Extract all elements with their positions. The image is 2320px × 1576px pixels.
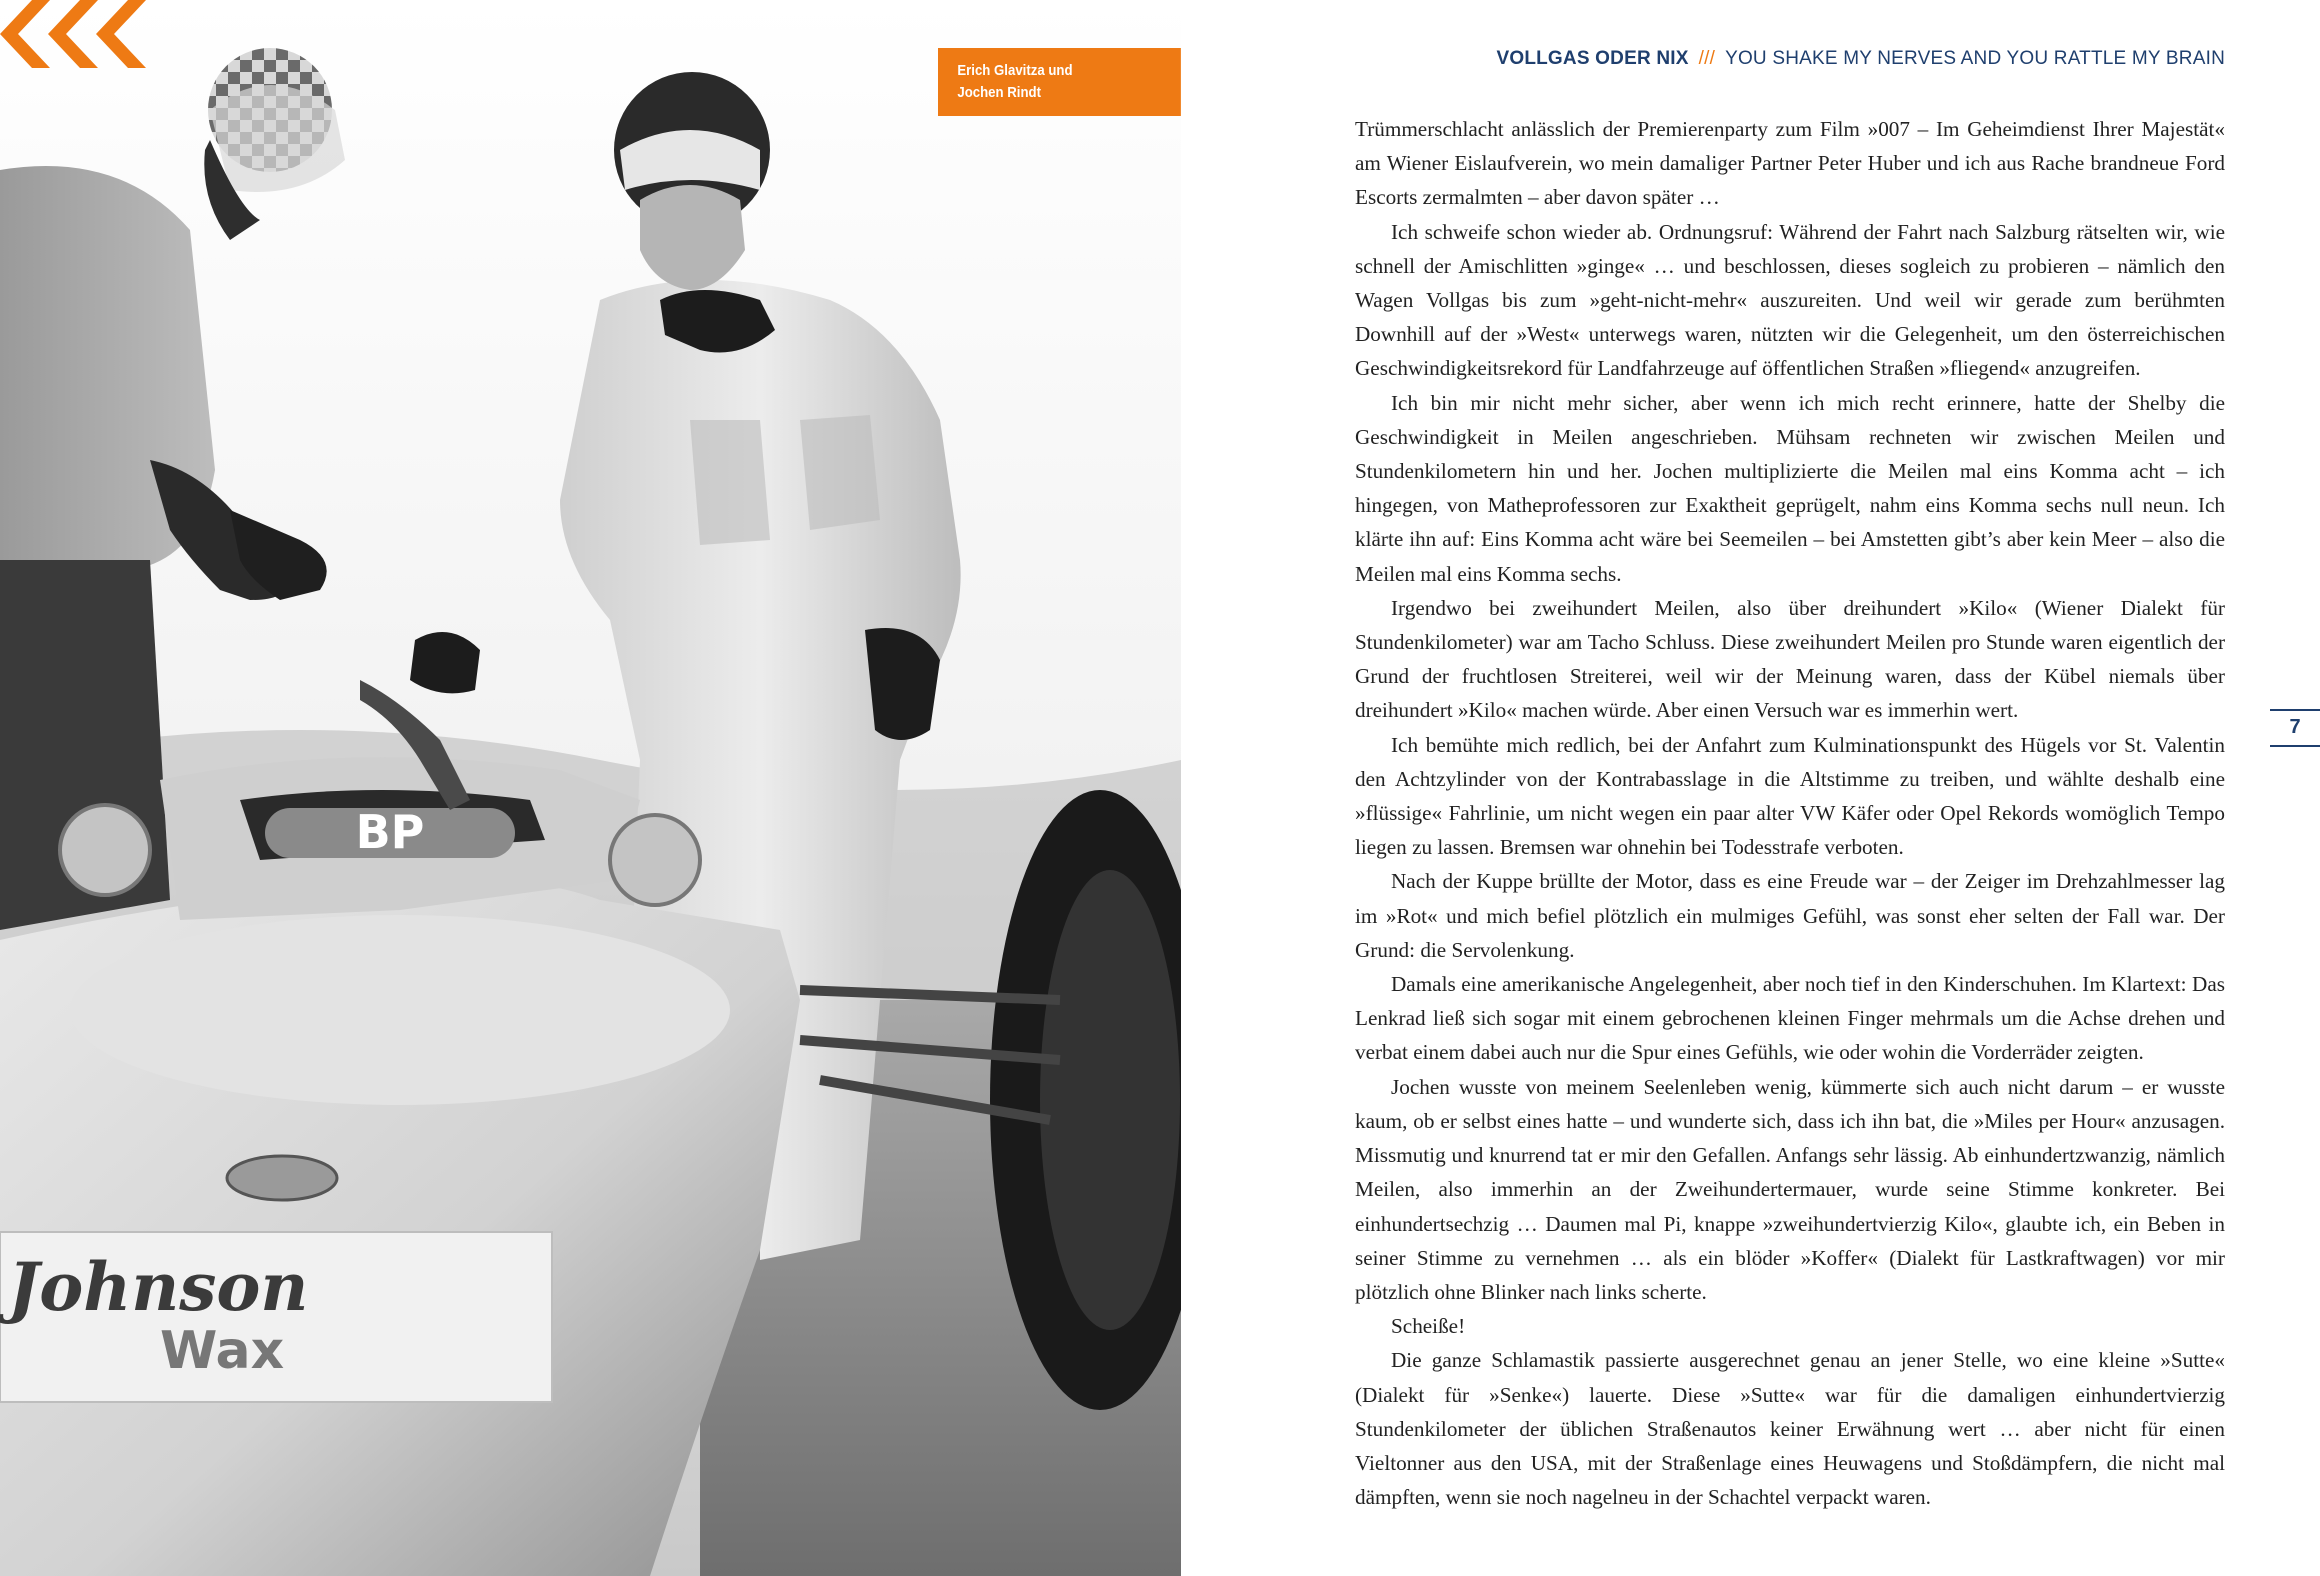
paragraph: Die ganze Schlamastik passierte ausgerechnet genau an jener Stelle, wo eine kleine »Sutte« (Dialekt für »Senke«) lauerte. Diese »Sutte« war für die damaligen einhundertvierzig Stundenkilometer der üblichen Straßenautos keiner Erwähnung wert … aber nicht für einen Vieltonner aus den USA, mit der Straßenlage eines Heuwagens und Stoßdämpfern, die nicht mal dämpften, wenn sie noch nagelneu in der Schachtel verpackt waren. [1355,1348,2225,1510]
paragraph: Jochen wusste von meinem Seelenleben wenig, kümmerte sich auch nicht darum – er wusste kaum, ob er selbst eines hatte – und wunderte sich, dass ich ihn bat, die »Miles per Hour« anzusagen. Missmutig und knurrend tat er mir den Gefallen. Anfangs sehr lässig. Ab einhundertzwanzig, nämlich Meilen, also immerhin an der Zweihundertermauer, wurde seine Stimme konkreter. Bei einhundertsechzig … Daumen mal Pi, knappe »zweihundertvierzig Kilo«, glaubte ich, ein Beben in seiner Stimme zu vernehmen … als ein blöder »Koffer« (Dialekt für Lastkraftwagen) vor mir plötzlich ohne Blinker nach links scherte. [1355,1074,2225,1304]
running-header [1496,48,2225,70]
paragraph: Scheiße! [1391,1314,1466,1339]
sponsor-text-johnson: Johnson [8,1248,309,1326]
paragraph: Ich schweife schon wieder ab. Ordnungsruf: Während der Fahrt nach Salzburg rätselten wir, wie schnell der Amischlitten »ginge« … und beschlossen, dieses sogleich zu probieren – nämlich den Wagen Vollgas bis zum »geht-nicht-mehr« auszureiten. Und weil wir gerade zum berühmten Downhill auf der »West« unterwegs waren, nützten wir die Gelegenheit, um den österreichischen Geschwindigkeitsrekord für Landfahrzeuge auf öffentlichen Straßen »fliegend« anzugreifen. [1355,219,2225,381]
paragraph: Ich bin mir nicht mehr sicher, aber wenn ich mich recht erinnere, hatte der Shelby die Geschwindigkeit in Meilen angeschrieben. Mühsam rechneten wir zwischen Meilen und Stundenkilometern hin und her. Jochen multiplizierte die Meilen mal eins Komma acht – ich hingegen, von Matheprofessoren zur Exaktheit geprügelt, nahm eins Komma sechs null neun. Ich klärte ihn auf: Eins Komma acht wäre bei Seemeilen – bei Amstetten gibt’s aber kein Meer – also die Meilen mal eins Komma sechs. [1355,390,2225,586]
paragraph: Nach der Kuppe brüllte der Motor, dass es eine Freude war – der Zeiger im Drehzahlmesser lag im »Rot« und mich befiel plötzlich ein mulmiges Gefühl, was sonst eher selten der Fall war. Der Grund: die Servolenkung. [1355,869,2225,962]
chapter-subtitle: YOU SHAKE MY NERVES AND YOU RATTLE MY BRAIN [1725,48,2225,69]
body-text [1355,112,2225,1514]
chapter-title: VOLLGAS ODER NIX [1496,48,1689,69]
sponsor-text-wax: Wax [160,1321,285,1381]
caption-line-2: Jochen Rindt [957,84,1041,101]
caption-line-1: Erich Glavitza und [957,62,1073,79]
chevron-arrows-icon [0,0,150,68]
header-separator: /// [1698,48,1716,69]
paragraph: Irgendwo bei zweihundert Meilen, also über dreihundert »Kilo« (Wiener Dialekt für Stundenkilometer) war am Tacho Schluss. Diese zweihundert Meilen pro Stunde waren eigentlich der Grund der fruchtlosen Streiterei, weil wir der Meinung waren, dass der Kübel niemals über dreihundert »Kilo« machen würde. Aber einen Versuch war es immerhin wert. [1355,595,2225,723]
page-number-rule-bottom [2270,745,2320,747]
photo-caption [938,48,1181,116]
paragraph: Trümmerschlacht anlässlich der Premierenparty zum Film »007 – Im Geheimdienst Ihrer Majestät« am Wiener Eislaufverein, wo mein damaliger Partner Peter Huber und ich aus Rache brandneue Ford Escorts zermalmten – aber davon später … [1355,117,2225,210]
paragraph: Damals eine amerikanische Angelegenheit, aber noch tief in den Kinderschuhen. Im Klartext: Das Lenkrad ließ sich sogar mit einem gebrochenen kleinen Finger mehrmals um die Achse drehen und verbat einem dabei auch nur die Spur eines Gefühls, wie oder wohin die Vorderräder zeigten. [1355,972,2225,1065]
paragraph: Ich bemühte mich redlich, bei der Anfahrt zum Kulminationspunkt des Hügels vor St. Valentin den Achtzylinder von der Kontrabasslage in die Altstimme zu treiben, und wählte deshalb eine »flüssige« Fahrlinie, um nicht wegen ein paar alter VW Käfer oder Opel Rekords womöglich Tempo liegen zu lassen. Bremsen war ohnehin bei Todesstrafe verboten. [1355,732,2225,860]
page-number: 7 [2289,716,2301,738]
page-number-rule-top [2270,709,2320,711]
bp-logo: BP [355,805,425,859]
